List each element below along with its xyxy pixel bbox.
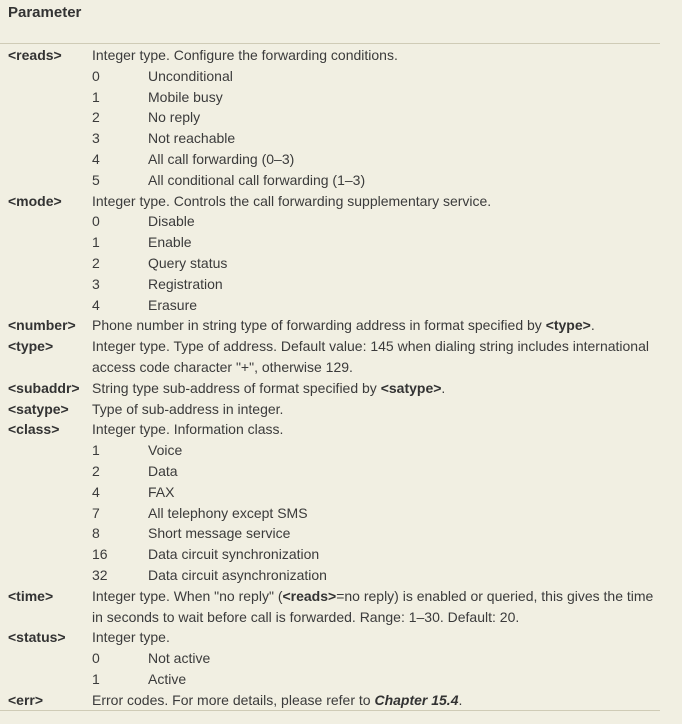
value-label: Not reachable xyxy=(148,130,236,147)
value-row xyxy=(0,648,670,669)
param-desc xyxy=(92,378,662,399)
value-row xyxy=(0,128,670,149)
value-label: Data xyxy=(148,462,178,479)
param-row-reads xyxy=(0,45,670,66)
param-name: <number> xyxy=(8,317,76,334)
value-code: 32 xyxy=(92,566,108,583)
parameter-list xyxy=(0,45,670,711)
value-code: 3 xyxy=(92,130,100,147)
param-name: <subaddr> xyxy=(8,379,80,396)
value-code: 16 xyxy=(92,546,108,563)
value-code: 2 xyxy=(92,254,100,271)
value-code: 4 xyxy=(92,483,100,500)
value-row xyxy=(0,87,670,108)
desc-text: Integer type. When "no reply" ( xyxy=(92,587,283,604)
value-code: 1 xyxy=(92,88,100,105)
value-row xyxy=(0,482,670,503)
param-row-number xyxy=(0,315,670,336)
param-desc: Integer type. Configure the forwarding conditions. xyxy=(92,47,398,63)
value-code: 0 xyxy=(92,650,100,667)
param-name: <time> xyxy=(8,587,54,604)
param-name: <class> xyxy=(8,421,60,438)
param-row-time xyxy=(0,586,670,628)
value-row xyxy=(0,565,670,586)
param-name: <type> xyxy=(8,338,54,355)
param-desc xyxy=(92,690,662,711)
value-label: Active xyxy=(148,670,187,687)
param-desc xyxy=(92,315,662,336)
param-row-status xyxy=(0,627,670,648)
param-row-err xyxy=(0,690,670,711)
desc-reference: <type> xyxy=(545,317,591,334)
desc-reference: <reads> xyxy=(282,587,337,604)
value-row xyxy=(0,440,670,461)
value-label: All conditional call forwarding (1–3) xyxy=(148,171,366,188)
desc-text: =no reply) is enabled or queried, this gives the time xyxy=(336,587,654,604)
value-row xyxy=(0,544,670,565)
value-code: 2 xyxy=(92,109,100,126)
bottom-divider xyxy=(0,710,660,711)
value-label: No reply xyxy=(148,109,201,126)
value-label: Unconditional xyxy=(148,67,233,84)
value-label: Registration xyxy=(148,275,223,292)
value-row xyxy=(0,211,670,232)
value-row xyxy=(0,253,670,274)
value-label: Not active xyxy=(148,650,211,667)
value-label: Erasure xyxy=(148,296,198,313)
value-label: Query status xyxy=(148,254,228,271)
value-label: Disable xyxy=(148,213,195,230)
value-label: Enable xyxy=(148,234,192,251)
desc-reference: <satype> xyxy=(380,379,442,396)
value-label: Data circuit synchronization xyxy=(148,546,320,563)
param-row-subaddr xyxy=(0,378,670,399)
param-row-type xyxy=(0,336,670,378)
param-desc: Integer type. Controls the call forwarding supplementary service. xyxy=(92,192,492,209)
desc-text: . xyxy=(458,691,463,708)
param-name: <status> xyxy=(8,629,66,646)
param-row-class xyxy=(0,419,670,440)
value-code: 1 xyxy=(92,442,100,459)
page-title: Parameter xyxy=(8,4,82,21)
param-desc xyxy=(92,586,662,628)
value-code: 4 xyxy=(92,150,100,167)
desc-text: Error codes. For more details, please refer to xyxy=(92,691,375,708)
desc-text: Integer type. Type of address. Default value: 145 when dialing string includes international xyxy=(92,338,649,355)
desc-text: . xyxy=(441,379,446,396)
param-name: <mode> xyxy=(8,192,62,209)
desc-text: . xyxy=(590,317,595,334)
value-row xyxy=(0,66,670,87)
param-row-mode xyxy=(0,191,670,212)
value-label: FAX xyxy=(148,483,175,500)
value-row xyxy=(0,503,670,524)
value-code: 8 xyxy=(92,525,100,542)
value-row xyxy=(0,149,670,170)
value-row xyxy=(0,107,670,128)
param-desc: Type of sub-address in integer. xyxy=(92,400,284,417)
param-desc xyxy=(92,336,662,378)
value-row xyxy=(0,295,670,316)
value-label: Data circuit asynchronization xyxy=(148,566,327,583)
desc-text: in seconds to wait before call is forwarded. Range: 1–30. Default: 20. xyxy=(92,608,520,625)
value-code: 2 xyxy=(92,462,100,479)
value-label: Mobile busy xyxy=(148,88,223,105)
param-name: <reads> xyxy=(8,47,62,63)
param-desc: Integer type. Information class. xyxy=(92,421,284,438)
value-row xyxy=(0,232,670,253)
value-label: Short message service xyxy=(148,525,291,542)
value-row xyxy=(0,461,670,482)
param-name: <satype> xyxy=(8,400,69,417)
value-code: 1 xyxy=(92,234,100,251)
param-row-satype xyxy=(0,399,670,420)
value-code: 3 xyxy=(92,275,100,292)
value-row xyxy=(0,523,670,544)
value-label: All telephony except SMS xyxy=(148,504,308,521)
value-code: 7 xyxy=(92,504,100,521)
value-label: All call forwarding (0–3) xyxy=(148,150,295,167)
desc-text: access code character "+", otherwise 129. xyxy=(92,358,353,375)
value-code: 1 xyxy=(92,670,100,687)
value-row xyxy=(0,170,670,191)
value-row xyxy=(0,669,670,690)
desc-text: String type sub-address of format specified by xyxy=(92,379,381,396)
value-row xyxy=(0,274,670,295)
value-code: 0 xyxy=(92,213,100,230)
desc-text: Phone number in string type of forwarding address in format specified by xyxy=(92,317,546,334)
chapter-link[interactable]: Chapter 15.4 xyxy=(374,691,459,708)
value-label: Voice xyxy=(148,442,183,459)
param-desc: Integer type. xyxy=(92,629,170,646)
param-name: <err> xyxy=(8,691,44,708)
value-code: 4 xyxy=(92,296,100,313)
value-code: 0 xyxy=(92,67,100,84)
value-code: 5 xyxy=(92,171,100,188)
top-divider xyxy=(0,43,660,44)
